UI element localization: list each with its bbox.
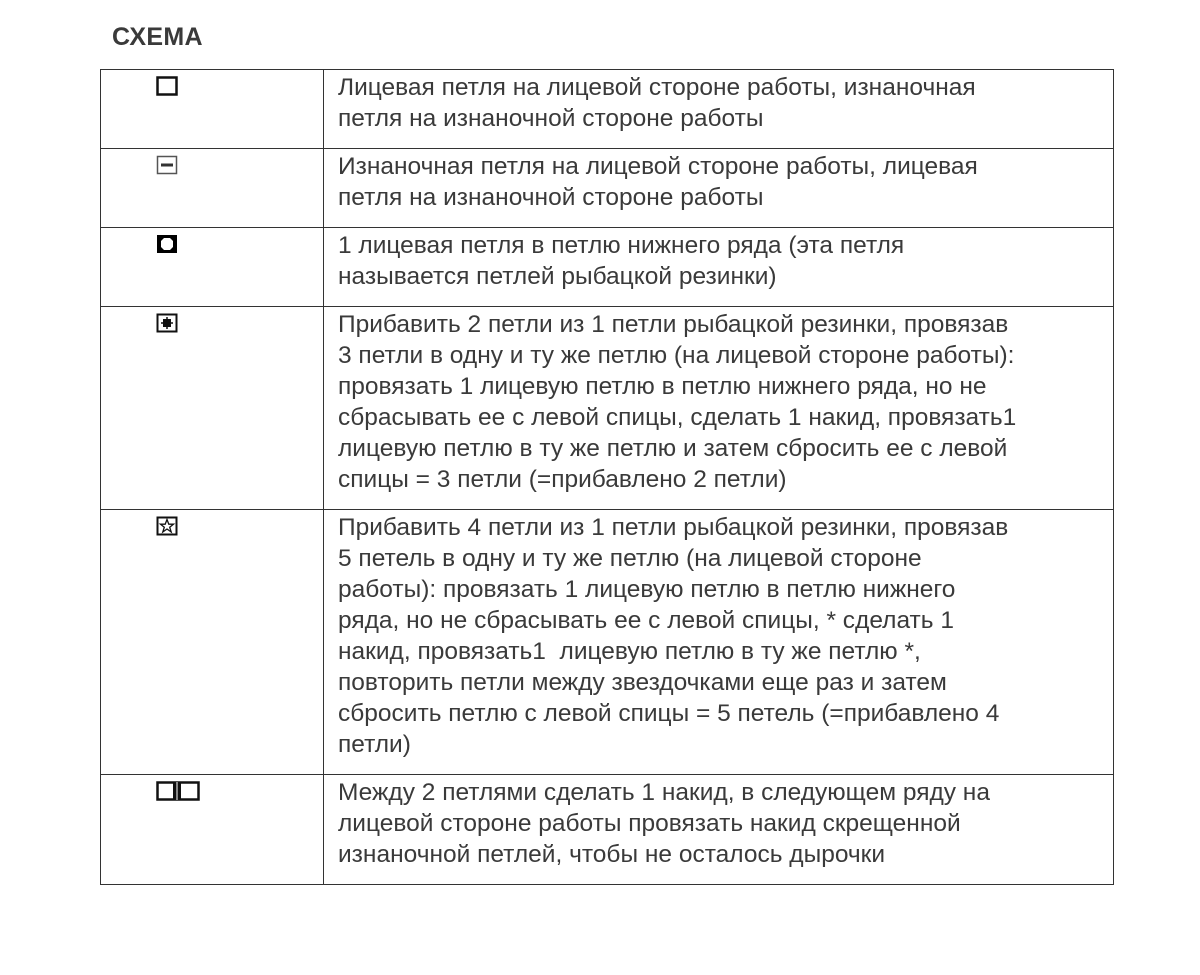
- yarn-over-icon: [156, 781, 200, 801]
- description-cell: [324, 70, 1114, 149]
- description-cell: [324, 510, 1114, 775]
- description-text: Изнаночная петля на лицевой стороне работы, лицевая петля на изнаночной стороне работы: [338, 153, 978, 211]
- symbol-cell: [101, 70, 324, 149]
- symbol-cell: [101, 228, 324, 307]
- symbol-cell: [101, 149, 324, 228]
- symbol-cell: [101, 775, 324, 885]
- table-row: [101, 307, 1114, 510]
- symbol-cell: [101, 307, 324, 510]
- symbol-cell: [101, 510, 324, 775]
- description-text: Лицевая петля на лицевой стороне работы, изнаночная петля на изнаночной стороне работы: [338, 74, 976, 132]
- table-row: [101, 775, 1114, 885]
- fisherman-stitch-icon: [156, 234, 178, 254]
- description-text: Между 2 петлями сделать 1 накид, в следующем ряду на лицевой стороне работы провязать накид скрещенной изнаночной петлей, чтобы не осталось дырочки: [338, 779, 990, 868]
- knit-stitch-icon: [156, 76, 178, 96]
- description-text: Прибавить 4 петли из 1 петли рыбацкой резинки, провязав 5 петель в одну и ту же петлю (на лицевой стороне работы): провязать 1 лицевую петлю в петлю нижнего ряда, но не сбрасывать ее с левой спицы, * сделать 1 накид, провязать1 лицевую петлю в ту же петлю *, повторить петли между звездочками еще раз и затем сбросить петлю с левой спицы = 5 петель (=прибавлено 4 петли): [338, 514, 1009, 758]
- legend-table: [100, 69, 1114, 885]
- page-title: СХЕМА: [112, 23, 203, 51]
- description-text: 1 лицевая петля в петлю нижнего ряда (эта петля называется петлей рыбацкой резинки): [338, 232, 905, 290]
- purl-stitch-icon: [156, 155, 178, 175]
- table-row: [101, 228, 1114, 307]
- table-row: [101, 70, 1114, 149]
- table-row: [101, 149, 1114, 228]
- increase-2-icon: [156, 313, 178, 333]
- description-cell: [324, 307, 1114, 510]
- description-cell: [324, 228, 1114, 307]
- table-row: [101, 510, 1114, 775]
- increase-4-icon: [156, 516, 178, 536]
- description-text: Прибавить 2 петли из 1 петли рыбацкой резинки, провязав 3 петли в одну и ту же петлю (на лицевой стороне работы): провязать 1 лицевую петлю в петлю нижнего ряда, но не сбрасывать ее с левой спицы, сделать 1 накид, провязать1 лицевую петлю в ту же петлю и затем сбросить ее с левой спицы = 3 петли (=прибавлено 2 петли): [338, 311, 1017, 493]
- description-cell: [324, 775, 1114, 885]
- description-cell: [324, 149, 1114, 228]
